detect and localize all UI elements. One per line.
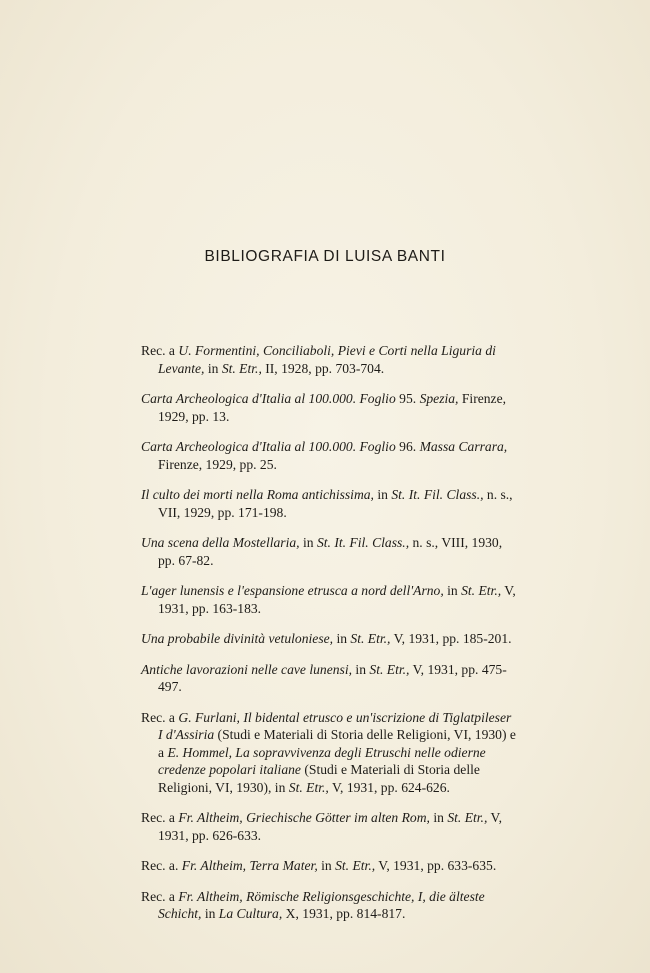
- entry-text: V, 1931, pp. 475-497.: [158, 661, 507, 694]
- entry-text: n. s., VII, 1929, pp. 171-198.: [158, 487, 513, 520]
- entry-text: Rec. a: [141, 343, 179, 358]
- entry-text: 96.: [395, 439, 420, 454]
- entry-italic-text: Antiche lavorazioni nelle cave lunensi,: [141, 661, 353, 677]
- entry-italic-text: St. It. Fil. Class.,: [316, 535, 410, 550]
- entry-text: in: [373, 487, 392, 502]
- entry-italic-text: St. Etr.,: [369, 661, 410, 677]
- entry-text: Firenze, 1929, pp. 13.: [158, 391, 507, 424]
- entry-text: in: [443, 583, 462, 598]
- entry-text: in: [429, 810, 448, 825]
- entry-italic-text: Fr. Altheim, Terra Mater,: [181, 858, 318, 873]
- bibliography-entry: [141, 857, 519, 875]
- entry-italic-text: Il culto dei morti nella Roma antichissima,: [141, 487, 374, 502]
- entry-italic-text: St. Etr.,: [335, 858, 376, 873]
- entry-text: Rec. a: [141, 810, 179, 825]
- entry-text: in: [299, 535, 317, 550]
- entry-text: Firenze, 1929, pp. 25.: [158, 456, 277, 472]
- entry-italic-text: Carta Archeologica d'Italia al 100.000. Foglio: [141, 439, 396, 454]
- entry-text: Rec. a: [141, 709, 179, 725]
- entry-italic-text: St. Etr.,: [288, 779, 329, 795]
- bibliography-entry: [141, 630, 519, 648]
- bibliography-entry: [141, 582, 519, 617]
- entry-italic-text: Carta Archeologica d'Italia al 100.000. Foglio: [141, 391, 396, 406]
- entry-text: n. s., VIII, 1930, pp. 67-82.: [158, 535, 503, 568]
- entry-italic-text: St. Etr.,: [461, 583, 502, 598]
- entry-text: V, 1931, pp. 626-633.: [158, 810, 502, 843]
- entry-italic-text: L'ager lunensis e l'espansione etrusca a nord dell'Arno,: [141, 583, 444, 598]
- entry-text: V, 1931, pp. 633-635.: [375, 858, 497, 873]
- bibliography-entry: [141, 390, 519, 425]
- entry-italic-text: G. Furlani, Il bidental etrusco e un'iscrizione di Tiglatpileser I d'Assiria: [158, 709, 512, 742]
- entry-italic-text: St. Etr.,: [221, 360, 262, 376]
- entry-text: in: [352, 661, 370, 677]
- bibliography-entry: [141, 709, 519, 797]
- entry-text: Rec. a.: [141, 858, 182, 873]
- entry-italic-text: Una scena della Mostellaria,: [141, 535, 300, 550]
- entry-italic-text: St. Etr.,: [350, 631, 391, 646]
- entry-italic-text: Una probabile divinità vetuloniese,: [141, 631, 334, 646]
- entry-text: in: [333, 631, 351, 646]
- bibliography-entry: [141, 438, 519, 473]
- entry-italic-text: E. Hommel, La sopravvivenza degli Etruschi nelle odierne credenze popolari italiane: [158, 744, 486, 777]
- entry-text: V, 1931, pp. 624-626.: [328, 779, 450, 795]
- entry-italic-text: Fr. Altheim, Griechische Götter im alten Rom,: [178, 810, 430, 825]
- entry-text: V, 1931, pp. 185-201.: [390, 631, 512, 646]
- entry-text: 95.: [395, 391, 420, 406]
- entry-text: X, 1931, pp. 814-817.: [282, 906, 406, 921]
- bibliography-entry: [141, 809, 519, 844]
- entry-italic-text: Massa Carrara,: [419, 439, 508, 454]
- bibliography-entry: [141, 661, 519, 696]
- entry-text: (Studi e Materiali di Storia delle Religioni, VI, 1930), in: [158, 762, 480, 795]
- bibliography-entry: [141, 342, 519, 377]
- entry-text: V, 1931, pp. 163-183.: [158, 583, 516, 616]
- page-title: BIBLIOGRAFIA DI LUISA BANTI: [204, 248, 446, 265]
- entry-text: (Studi e Materiali di Storia delle Religioni, VI, 1930) e a: [158, 727, 516, 760]
- entry-italic-text: St. It. Fil. Class.,: [391, 487, 484, 502]
- entry-italic-text: U. Formentini, Conciliaboli, Pievi e Corti nella Liguria di Levante,: [158, 343, 496, 376]
- entry-italic-text: St. Etr.,: [447, 810, 488, 825]
- entry-text: II, 1928, pp. 703-704.: [261, 360, 385, 376]
- entry-text: in: [317, 858, 336, 873]
- entry-text: Rec. a: [141, 888, 179, 904]
- entry-italic-text: La Cultura,: [218, 906, 283, 921]
- entry-text: in: [201, 906, 219, 921]
- entry-text: in: [204, 360, 222, 376]
- entry-italic-text: Fr. Altheim, Römische Religionsgeschichte, I, die älteste Schicht,: [158, 888, 485, 921]
- bibliography-entry: [141, 534, 519, 569]
- entry-italic-text: Spezia,: [419, 391, 459, 406]
- bibliography-list: [141, 342, 519, 936]
- bibliography-entry: [141, 486, 519, 521]
- bibliography-entry: [141, 888, 519, 923]
